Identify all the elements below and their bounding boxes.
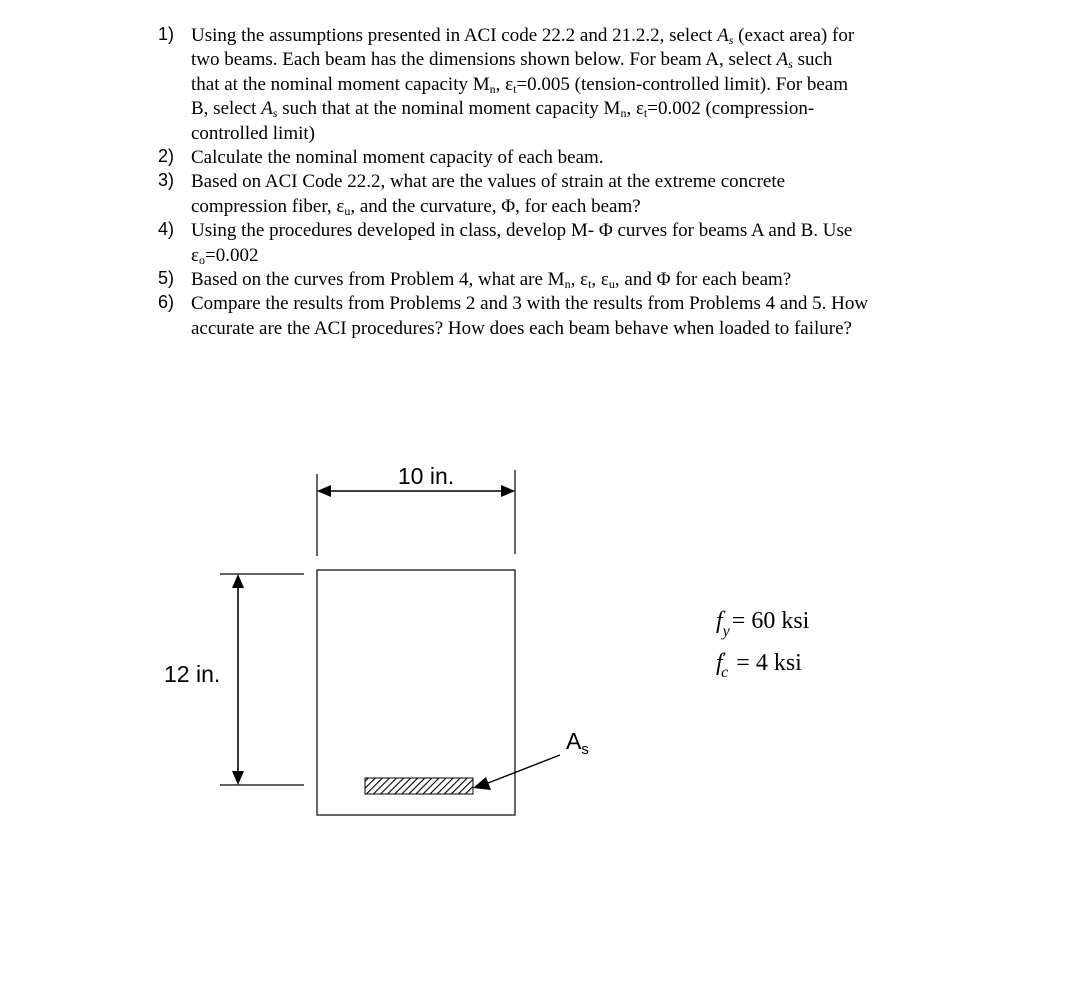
text-run: two beams. Each beam has the dimensions shown below. For beam A, select (191, 49, 777, 71)
problem-number: 4) (158, 219, 175, 240)
text-run: Calculate the nominal moment capacity of each beam. (191, 147, 604, 169)
height-arrowhead-bottom (232, 771, 244, 785)
width-label: 10 in. (397, 463, 455, 489)
text-run: =0.002 (compression- (647, 98, 815, 120)
text-run: =0.005 (tension-controlled limit). For beam (516, 73, 849, 95)
text-run: ε (191, 244, 199, 266)
text-run: =0.002 (204, 244, 259, 266)
text-run: , and the curvature, Φ, for each beam? (350, 195, 641, 217)
text-run: (exact area) for (733, 25, 855, 46)
subscript: n (489, 81, 496, 96)
material-properties (716, 608, 810, 681)
text-run: such that at the nominal moment capacity M (277, 98, 621, 120)
height-arrowhead-top (232, 574, 244, 588)
subscript: n (620, 106, 627, 121)
subscript: o (198, 252, 205, 267)
steel-leader-arrowhead (473, 777, 491, 790)
subscript: u (608, 277, 615, 292)
problem-number: 1) (158, 24, 175, 44)
text-run: A (776, 49, 789, 71)
subscript: u (344, 203, 351, 218)
text-run: A (261, 98, 273, 120)
subscript: n (564, 277, 571, 292)
steel-leader-line (488, 755, 560, 783)
subscript: t (643, 106, 648, 121)
text-run: Using the assumptions presented in ACI code 22.2 and 21.2.2, select (191, 25, 718, 46)
text-run: accurate are the ACI procedures? How does each beam behave when loaded to failure? (191, 317, 852, 339)
problem-number: 2) (158, 146, 175, 167)
text-run: , ε (495, 73, 514, 95)
subscript: t (588, 277, 592, 292)
text-run: , ε (626, 98, 644, 120)
subscript: s (272, 106, 278, 121)
text-run: Using the procedures developed in class, develop M- Φ curves for beams A and B. Use (191, 220, 853, 242)
height-label: 12 in. (164, 661, 221, 687)
width-arrowhead-right (501, 485, 515, 497)
text-run: A (717, 25, 729, 46)
text-run: B, select (191, 98, 262, 120)
text-run: , ε (591, 269, 609, 291)
text-run: controlled limit) (191, 122, 316, 144)
fy-property: $f_y= 60$ ksi (716, 608, 810, 640)
text-run: Based on the curves from Problem 4, what are M (191, 269, 565, 291)
width-arrowhead-left (317, 485, 331, 497)
text-run: compression fiber, ε (191, 195, 345, 217)
problem-number: 3) (158, 170, 175, 191)
text-run: Based on ACI Code 22.2, what are the values of strain at the extreme concrete (191, 171, 786, 193)
height-dimension (164, 574, 304, 785)
width-dimension (317, 463, 515, 556)
text-run: , and Φ for each beam? (614, 269, 792, 291)
fc-property: f′ c = 4 ksi (716, 650, 802, 681)
text-run: that at the nominal moment capacity M (191, 73, 490, 95)
problem-number: 5) (158, 268, 175, 289)
subscript: s (728, 33, 734, 47)
subscript: s (788, 57, 793, 72)
problem-number: 6) (158, 292, 175, 313)
text-run: Compare the results from Problems 2 and 3 with the results from Problems 4 and 5. How (191, 293, 869, 315)
text-run: , ε (570, 269, 589, 291)
steel-area-label: $A_s$ (566, 728, 589, 758)
text-run: such (792, 49, 833, 71)
steel-reinforcement-hatch (365, 778, 473, 794)
subscript: t (513, 81, 517, 96)
